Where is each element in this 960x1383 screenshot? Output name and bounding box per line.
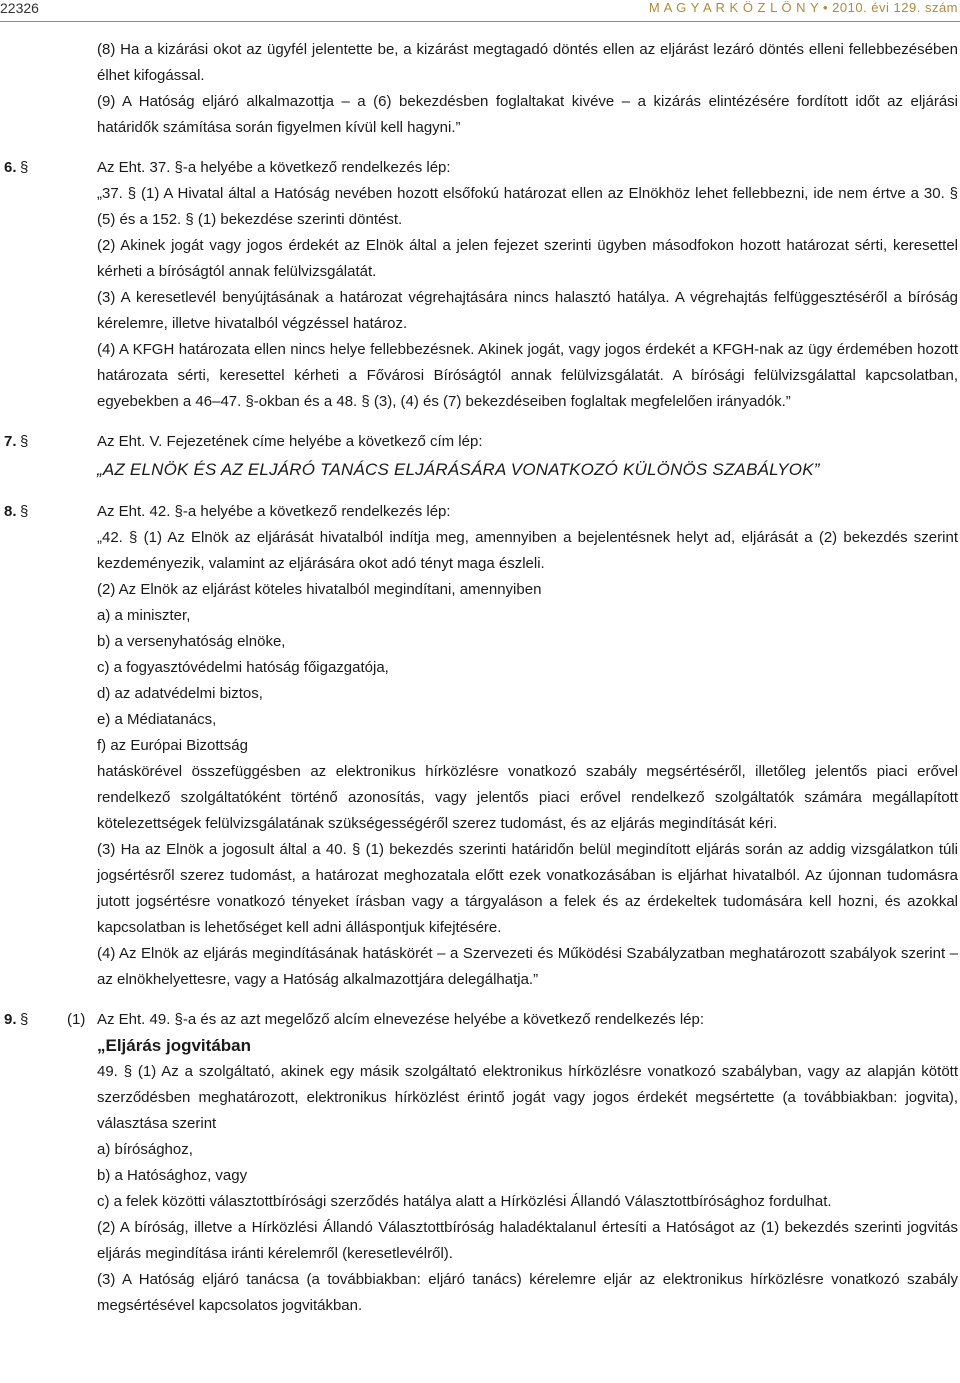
page-header — [0, 0, 960, 22]
list-item: a) bírósághoz, — [97, 1141, 193, 1158]
paragraph: (2) Akinek jogát vagy jogos érdekét az Elnök által a jelen fejezet szerinti ügyben másodfokon hozott határozat sérti, keresettel kérheti a bíróságtól annak felülvizsgálatát. — [97, 237, 958, 280]
list-item: a) a miniszter, — [97, 607, 191, 624]
page-number: 22326 — [0, 0, 39, 16]
journal-title: M A G Y A R K Ö Z L Ö N Y • 2010. évi 129. szám — [648, 0, 958, 15]
section-lead: Az Eht. 37. §-a helyébe a következő rendelkezés lép: — [97, 159, 451, 176]
subtitle: „Eljárás jogvitában — [97, 1036, 251, 1055]
section-8-heading — [0, 499, 960, 525]
paragraph: (2) Az Elnök az eljárást köteles hivatalból megindítani, amennyiben — [97, 581, 542, 598]
section-symbol: § — [20, 433, 29, 450]
subsection-number: (1) — [67, 1011, 86, 1028]
section-6-heading — [0, 155, 960, 181]
chapter-title: „AZ ELNÖK ÉS AZ ELJÁRÓ TANÁCS ELJÁRÁSÁRA VONATKOZÓ KÜLÖNÖS SZABÁLYOK” — [97, 460, 820, 479]
section-number: 6. — [4, 159, 17, 176]
paragraph: (8) Ha a kizárási okot az ügyfél jelentette be, a kizárást megtagadó döntés ellen az eljárást lezáró döntés elleni fellebbezésében élhet kifogással. — [97, 41, 958, 84]
section-symbol: § — [20, 1011, 29, 1028]
section-symbol: § — [20, 503, 29, 520]
header-rule — [0, 21, 960, 22]
section-number: 8. — [4, 503, 17, 520]
list-item: b) a Hatósághoz, vagy — [97, 1167, 248, 1184]
section-number: 9. — [4, 1011, 17, 1028]
list-item: f) az Európai Bizottság — [97, 737, 248, 754]
list-item: e) a Médiatanács, — [97, 711, 217, 728]
paragraph: 49. § (1) Az a szolgáltató, akinek egy másik szolgáltató elektronikus hírközlésre vonatkozó szabályban, vagy az alapján kötött szerződésben meghatározott, elektronikus hírközlést érintő jogát vagy jogos érdekét megsértette (a továbbiakban: jogvita), választása szerint — [97, 1063, 958, 1132]
section-number: 7. — [4, 433, 17, 450]
list-item: b) a versenyhatóság elnöke, — [97, 633, 286, 650]
paragraph: (2) A bíróság, illetve a Hírközlési Állandó Választottbíróság haladéktalanul értesíti a Hatóságot az (1) bekezdés szerinti jogvitás eljárás megindítása iránti kérelemről (keresetlevélről). — [97, 1219, 958, 1262]
paragraph: (4) A KFGH határozata ellen nincs helye fellebbezésnek. Akinek jogát, vagy jogos érdekét a KFGH-nak az ügy érdemében hozott határozata sérti, keresettel kérheti a Fővárosi Bíróságtól annak felülvizsgálatát. A bírósági felülvizsgálattal kapcsolatban, egyebekben a 46–47. §-okban és a 48. § (3), (4) és (7) bekezdéseiben foglaltak megfelelően irányadók.” — [97, 341, 958, 410]
section-lead: Az Eht. 49. §-a és az azt megelőző alcím elnevezése helyébe a következő rendelkezés lép: — [97, 1011, 705, 1028]
list-item: c) a felek közötti választottbírósági szerződés hatálya alatt a Hírközlési Állandó Választottbírósághoz fordulhat. — [97, 1193, 832, 1210]
paragraph: (3) A keresetlevél benyújtásának a határozat végrehajtására nincs halasztó hatálya. A végrehajtás felfüggesztéséről a bíróság kérelemre, illetve hivatalból végzéssel határoz. — [97, 289, 958, 332]
list-item: d) az adatvédelmi biztos, — [97, 685, 263, 702]
paragraph: (3) Ha az Elnök a jogosult által a 40. § (1) bekezdés szerinti határidőn belül megindított eljárás során az addig vizsgálatkon túli jogsértésről szerez tudomást, a határozat meghozatala előtt ezek vonatkozásában is eljárhat hivatalból. Az újonnan tudomásra jutott jogsértésre vonatkozó tényeket írásban vagy a tárgyaláson a felek és az érdekeltek tudomására kell hozni, és azokkal kapcsolatban is lehetőséget kell adni álláspontjuk kifejtésére. — [97, 841, 958, 936]
paragraph: hatáskörével összefüggésben az elektronikus hírközlésre vonatkozó szabály megsértéséről, illetőleg jelentős piaci erővel rendelkező szolgáltatóként történő azonosítás, vagy jelentős piaci erővel rendelkező szolgáltatók számára megállapított kötelezettségek felülvizsgálatának szükségességéről szerez tudomást, és az eljárás megindítását kéri. — [97, 763, 958, 832]
section-lead: Az Eht. 42. §-a helyébe a következő rendelkezés lép: — [97, 503, 451, 520]
section-symbol: § — [20, 159, 29, 176]
paragraph: „42. § (1) Az Elnök az eljárását hivatalból indítja meg, amennyiben a bejelentésnek helyt ad, eljárását a (2) bekezdés szerint kezdeményezik, valamint az eljárására okot adó tényt maga észleli. — [97, 529, 958, 572]
paragraph: (9) A Hatóság eljáró alkalmazottja – a (6) bekezdésben foglaltakat kivéve – a kizárás elintézésére fordított időt az eljárási határidők számítása során figyelmen kívül kell hagyni.” — [97, 93, 958, 136]
section-lead: Az Eht. V. Fejezetének címe helyébe a következő cím lép: — [97, 433, 483, 450]
paragraph: „37. § (1) A Hivatal által a Hatóság nevében hozott elsőfokú határozat ellen az Elnökhöz lehet fellebbezni, ide nem értve a 30. § (5) és a 152. § (1) bekezdése szerinti döntést. — [97, 185, 958, 228]
paragraph: (3) A Hatóság eljáró tanácsa (a továbbiakban: eljáró tanács) kérelemre eljár az elektronikus hírközlésre vonatkozó szabály megsértésével kapcsolatos jogvitákban. — [97, 1271, 958, 1314]
list-item: c) a fogyasztóvédelmi hatóság főigazgatója, — [97, 659, 389, 676]
section-9-heading — [0, 1007, 960, 1033]
paragraph: (4) Az Elnök az eljárás megindításának hatáskörét – a Szervezeti és Működési Szabályzatban meghatározott szabályok szerint – az elnökhelyettesre, vagy a Hatóság alkalmazottjára delegálhatja.” — [97, 945, 958, 988]
section-7-heading — [0, 429, 960, 455]
document-body — [0, 37, 960, 1319]
